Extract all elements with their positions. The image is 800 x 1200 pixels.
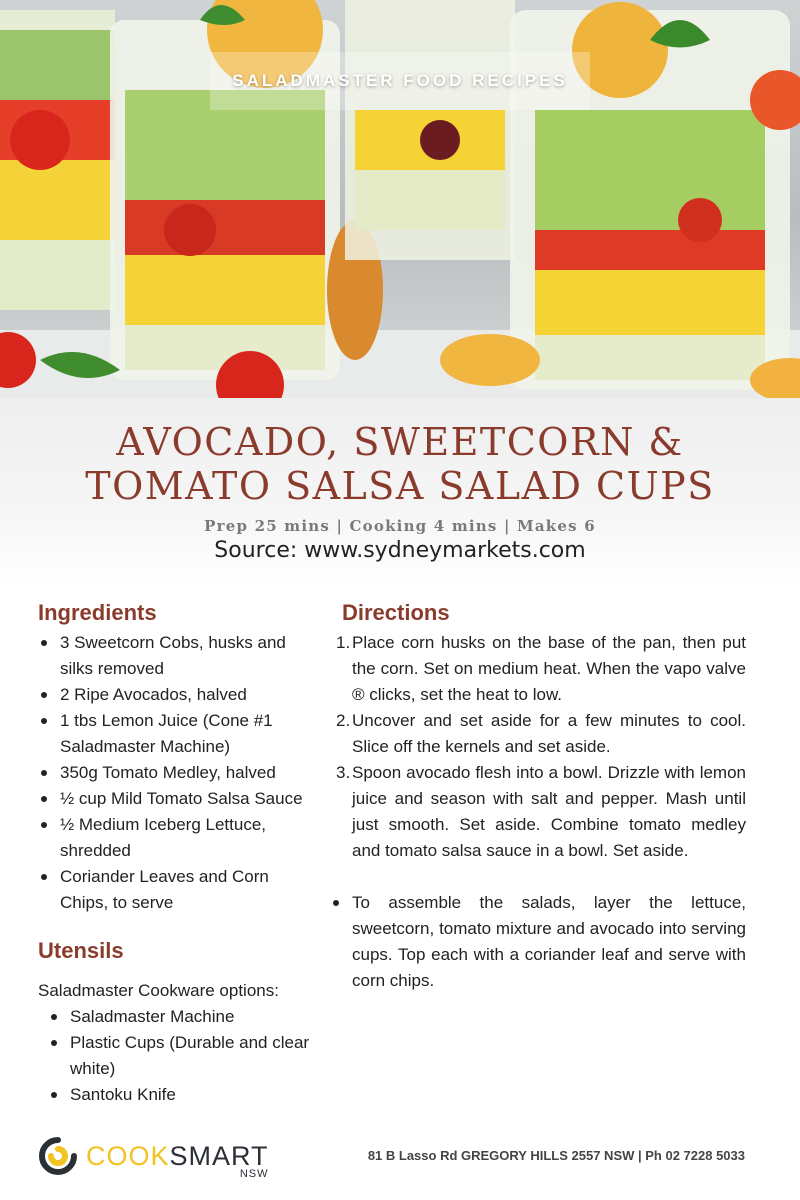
title-line-2: TOMATO SALSA SALAD CUPS bbox=[85, 464, 715, 508]
utensils-heading: Utensils bbox=[38, 938, 124, 963]
direction-step bbox=[336, 760, 746, 864]
logo-cook: COOK bbox=[86, 1141, 170, 1171]
logo-mark-icon bbox=[38, 1136, 78, 1176]
step-text: Uncover and set aside for a few minutes to cool. Slice off the kernels and set aside. bbox=[352, 711, 746, 756]
right-column bbox=[336, 600, 746, 994]
directions-list bbox=[336, 630, 746, 864]
recipe-title bbox=[0, 420, 800, 508]
ingredients-list bbox=[38, 630, 318, 916]
cooksmart-logo bbox=[38, 1134, 269, 1178]
left-column bbox=[38, 600, 318, 1108]
utensil-item: Saladmaster Machine bbox=[48, 1004, 318, 1030]
ingredient-item: 350g Tomato Medley, halved bbox=[38, 760, 318, 786]
direction-step bbox=[336, 708, 746, 760]
assemble-list bbox=[342, 890, 746, 994]
direction-step bbox=[336, 630, 746, 708]
hero-photo bbox=[0, 0, 800, 398]
back-cup bbox=[345, 0, 515, 260]
recipe-series-banner bbox=[210, 52, 590, 110]
ingredient-item: ½ cup Mild Tomato Salsa Sauce bbox=[38, 786, 318, 812]
step-text: Place corn husks on the base of the pan, then put the corn. Set on medium heat. When the vapo valve ® clicks, set the heat to low. bbox=[352, 633, 746, 704]
utensils-intro: Saladmaster Cookware options: bbox=[38, 981, 279, 1000]
step-number: 1. bbox=[336, 633, 351, 652]
title-line-1: AVOCADO, SWEETCORN & bbox=[116, 420, 684, 464]
utensil-item: Santoku Knife bbox=[48, 1082, 318, 1108]
ingredient-item: Coriander Leaves and Corn Chips, to serve bbox=[38, 864, 318, 916]
ingredient-item: ½ Medium Iceberg Lettuce, shredded bbox=[38, 812, 318, 864]
logo-wordmark bbox=[86, 1141, 269, 1180]
ingredient-item: 3 Sweetcorn Cobs, husks and silks removed bbox=[38, 630, 318, 682]
step-number: 3. bbox=[336, 763, 351, 782]
ingredient-item: 2 Ripe Avocados, halved bbox=[38, 682, 318, 708]
ingredient-item: 1 tbs Lemon Juice (Cone #1 Saladmaster Machine) bbox=[38, 708, 318, 760]
utensils-list bbox=[48, 1004, 318, 1108]
step-number: 2. bbox=[336, 711, 351, 730]
logo-nsw: NSW bbox=[239, 1168, 269, 1180]
ingredients-heading: Ingredients bbox=[38, 600, 157, 625]
banner-text: SALADMASTER FOOD RECIPES bbox=[232, 71, 568, 90]
utensil-item: Plastic Cups (Durable and clear white) bbox=[48, 1030, 318, 1082]
recipe-source: Source: www.sydneymarkets.com bbox=[214, 538, 586, 563]
footer-address: 81 B Lasso Rd GREGORY HILLS 2557 NSW | Ph 02 7228 5033 bbox=[367, 1148, 745, 1163]
directions-heading: Directions bbox=[342, 600, 450, 625]
logo-smart: SMART bbox=[169, 1141, 269, 1171]
recipe-meta: Prep 25 mins | Cooking 4 mins | Makes 6 bbox=[204, 517, 596, 535]
step-text: Spoon avocado flesh into a bowl. Drizzle with lemon juice and season with salt and pepper. Mash until just smooth. Set aside. Combine tomato medley and tomato salsa sauce in a bowl. Set aside. bbox=[352, 763, 746, 860]
assemble-step: To assemble the salads, layer the lettuce, sweetcorn, tomato mixture and avocado into serving cups. Top each with a coriander leaf and serve with corn chips. bbox=[342, 890, 746, 994]
